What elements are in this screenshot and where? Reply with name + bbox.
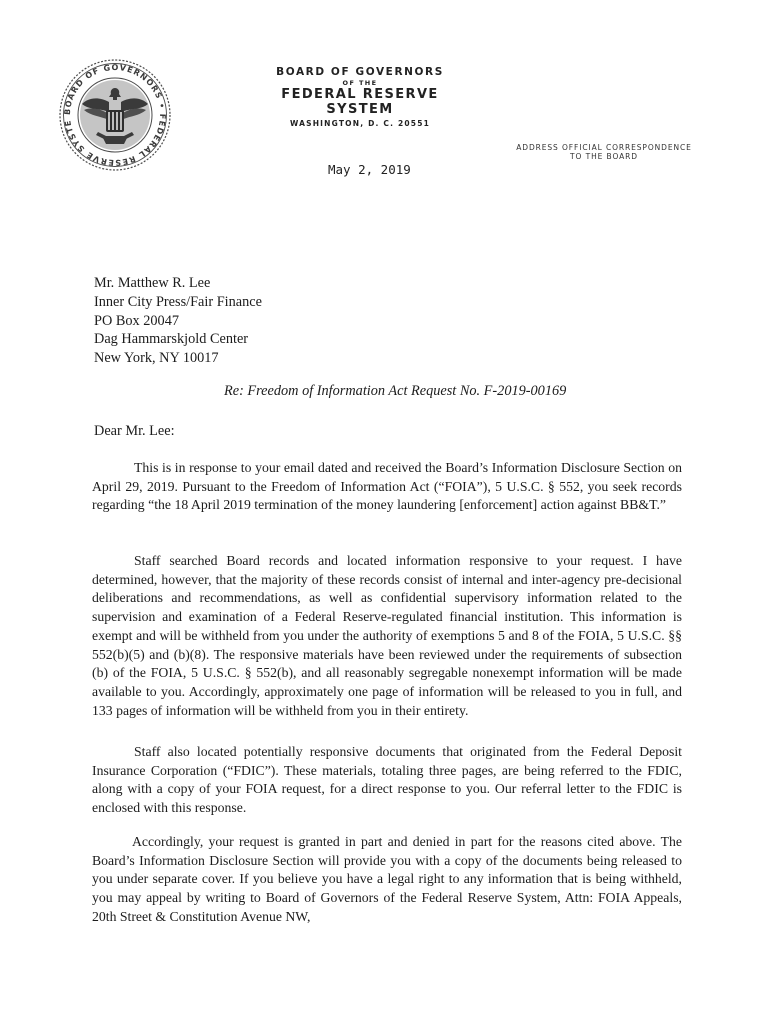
letterhead-washington: WASHINGTON, D. C. 20551 [289, 119, 431, 128]
recipient-organization: Inner City Press/Fair Finance [94, 293, 262, 310]
recipient-po-box: PO Box 20047 [94, 312, 179, 329]
letterhead-board-of-governors: BOARD OF GOVERNORS [276, 66, 444, 78]
letterhead-of-the: OF THE [342, 79, 378, 87]
body-paragraph: Accordingly, your request is granted in part and denied in part for the reasons cited above. The Board’s Information Disclosure Section will provide you with a copy of the documents being released to you under separate cover. If you believe you have a legal right to any information that is being withheld, you may appeal by writing to Board of Governors of the Federal Reserve System, Attn: FOIA Appeals, 20th Street & Constitution Avenue NW, [92, 834, 682, 924]
letterhead-federal-reserve-system: FEDERAL RESERVE SYSTEM [281, 87, 439, 117]
subject-line: Re: Freedom of Information Act Request No. F-2019-00169 [224, 383, 567, 399]
recipient-name: Mr. Matthew R. Lee [94, 275, 211, 291]
address-correspondence-note [495, 143, 713, 161]
letter-date: May 2, 2019 [328, 162, 411, 177]
body-paragraph: Staff searched Board records and located information responsive to your request. I have determined, however, that the majority of these records consist of internal and inter-agency pre-decisional deliberations and recommendations, as well as confidential supervisory information related to the supervision and examination of a Federal Reserve-regulated financial institution. This information is exempt and will be withheld from you under the authority of exemptions 5 and 8 of the FOIA, 5 U.S.C. §§ 552(b)(5) and (b)(8). The responsive materials have been reviewed under the requirements of subsection (b) of the FOIA, 5 U.S.C. § 552(b), and all reasonably segregable nonexempt information will be made available to you. Accordingly, approximately one page of information will be released to you in full, and 133 pages of information will be withheld from you in their entirety. [92, 553, 682, 718]
letterhead [250, 66, 470, 128]
salutation: Dear Mr. Lee: [94, 423, 175, 439]
address-note-line2: TO THE BOARD [570, 152, 638, 161]
seal-ring-text: BOARD OF GOVERNORS • FEDERAL RESERVE SYSTE [62, 62, 168, 168]
eagle-icon [80, 80, 150, 150]
body-paragraph: This is in response to your email dated and received the Board’s Information Disclosure Section on April 29, 2019. Pursuant to the Freedom of Information Act (“FOIA”), 5 U.S.C. § 552, you seek records regarding “the 18 April 2019 termination of the money laundering [enforcement] action against BB&T.” [92, 460, 682, 513]
seal-graphic [58, 58, 172, 172]
body-paragraph: Staff also located potentially responsive documents that originated from the Federal Deposit Insurance Corporation (“FDIC”). These materials, totaling three pages, are being referred to the FDIC, along with a copy of your FOIA request, for a direct response to you. Our referral letter to the FDIC is enclosed with this response. [92, 744, 682, 816]
federal-reserve-seal [58, 58, 172, 172]
recipient-city: New York, NY 10017 [94, 350, 219, 367]
recipient-address [94, 274, 262, 368]
address-note-line1: ADDRESS OFFICIAL CORRESPONDENCE [516, 143, 692, 152]
recipient-building: Dag Hammarskjold Center [94, 331, 249, 348]
